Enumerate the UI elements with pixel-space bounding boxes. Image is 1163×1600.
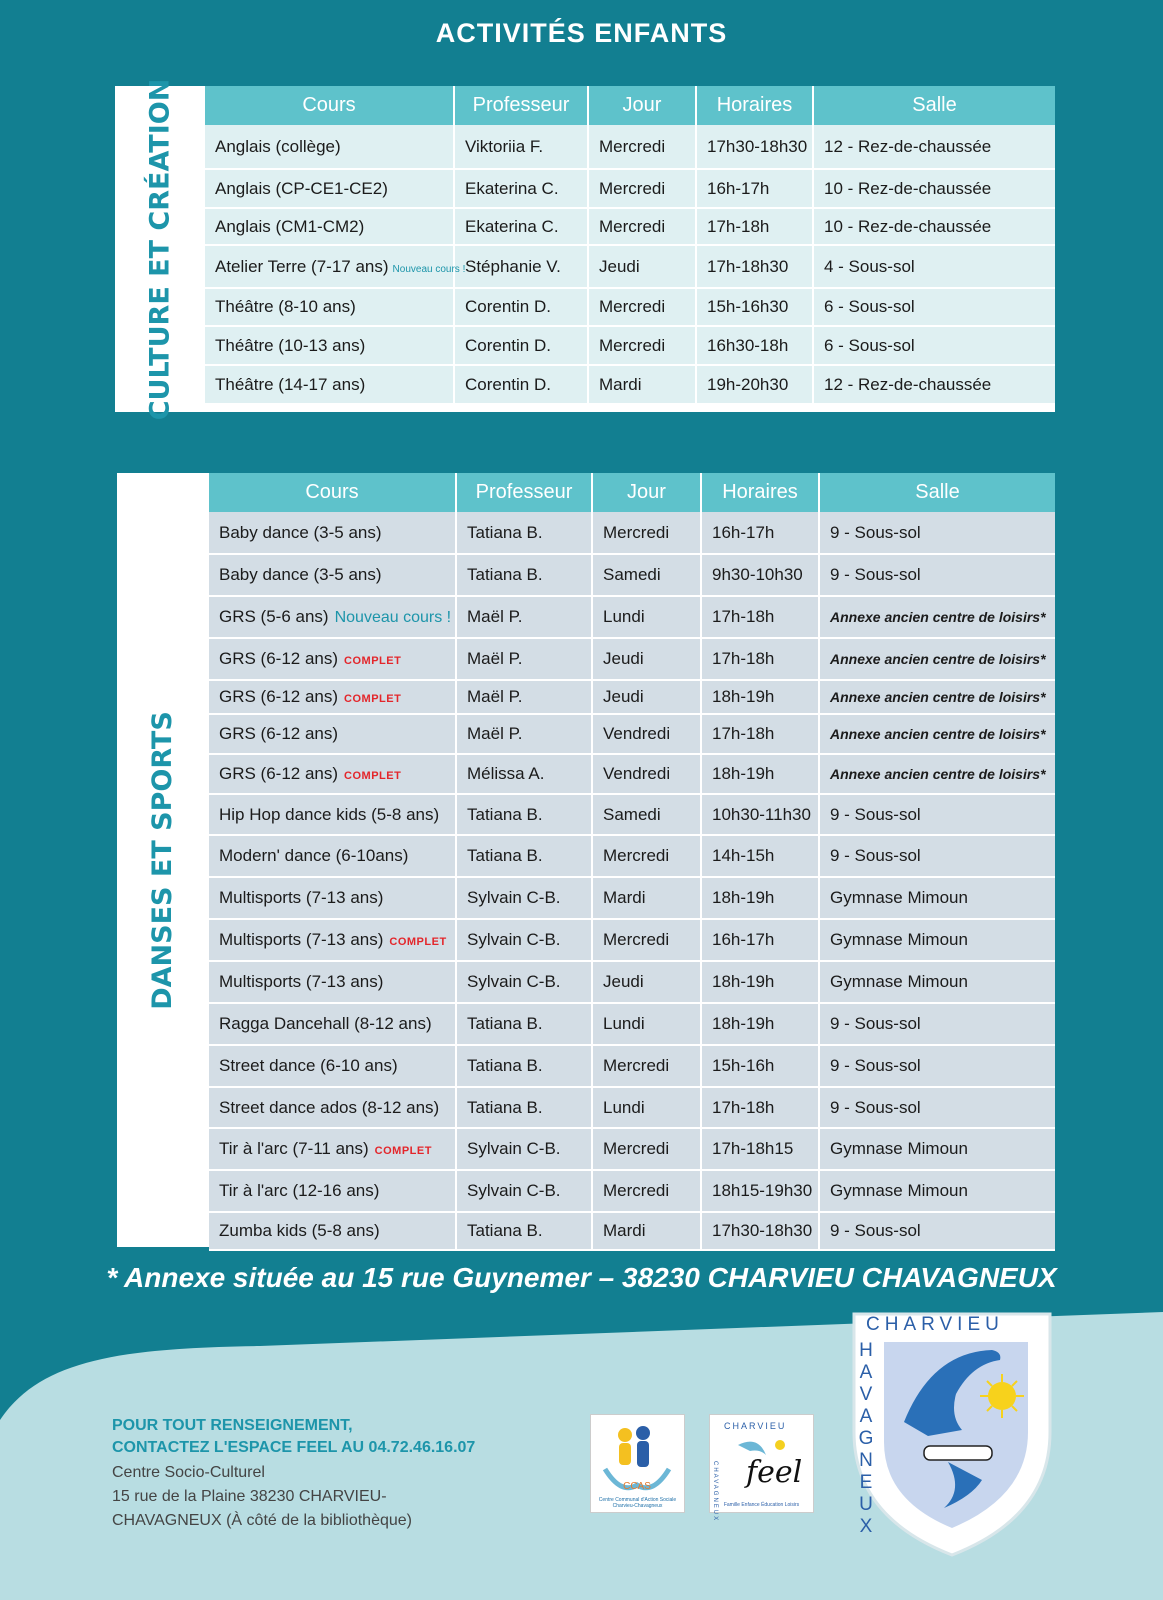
cell-horaires: 17h-18h	[701, 596, 819, 638]
contact-block	[112, 1415, 572, 1533]
feel-logo-word: feel	[746, 1455, 803, 1490]
cell-prof: Sylvain C-B.	[456, 961, 592, 1003]
cours-text: Baby dance (3-5 ans)	[219, 565, 382, 584]
crest-side-text: HAVAGNEUX	[858, 1340, 874, 1537]
table-row	[209, 512, 1055, 554]
cell-prof: Stéphanie V.	[454, 245, 588, 288]
cell-jour: Jeudi	[592, 638, 701, 680]
table-row	[209, 794, 1055, 835]
cell-salle: Gymnase Mimoun	[819, 961, 1055, 1003]
cell-jour: Mardi	[588, 365, 696, 404]
cell-horaires: 17h-18h15	[701, 1128, 819, 1170]
table-row	[209, 754, 1055, 794]
cell-prof: Corentin D.	[454, 326, 588, 365]
table-row	[209, 1212, 1055, 1250]
cell-cours	[209, 919, 456, 961]
cell-prof: Corentin D.	[454, 288, 588, 326]
cours-text: Hip Hop dance kids (5-8 ans)	[219, 804, 440, 824]
cell-cours	[209, 638, 456, 680]
cell-salle: Annexe ancien centre de loisirs*	[819, 754, 1055, 794]
culture-header-2: Jour	[588, 86, 696, 125]
table-row	[205, 365, 1055, 404]
new-course-badge: Nouveau cours !	[392, 263, 466, 275]
danses-header-3: Horaires	[701, 473, 819, 512]
cell-prof: Tatiana B.	[456, 1045, 592, 1087]
cell-salle: 10 - Rez-de-chaussée	[813, 208, 1055, 245]
danses-header-4: Salle	[819, 473, 1055, 512]
table-row	[209, 1170, 1055, 1212]
cours-text: GRS (6-12 ans)	[219, 687, 339, 706]
cell-salle: Gymnase Mimoun	[819, 877, 1055, 919]
cell-cours	[209, 714, 456, 754]
table-row	[205, 125, 1055, 169]
cours-text: Théâtre (14-17 ans)	[215, 374, 366, 394]
cell-salle: 9 - Sous-sol	[819, 512, 1055, 554]
page-title: ACTIVITÉS ENFANTS	[435, 18, 728, 48]
cell-jour: Mercredi	[588, 326, 696, 365]
cell-salle: 9 - Sous-sol	[819, 1087, 1055, 1128]
cell-horaires: 17h-18h	[701, 1087, 819, 1128]
cell-horaires: 17h-18h	[701, 714, 819, 754]
cell-horaires: 19h-20h30	[696, 365, 813, 404]
cours-text: GRS (6-12 ans)	[219, 649, 339, 668]
culture-header-0: Cours	[205, 86, 454, 125]
cours-text: GRS (6-12 ans)	[219, 724, 339, 743]
cell-prof: Ekaterina C.	[454, 208, 588, 245]
cell-prof: Maël P.	[456, 638, 592, 680]
cell-horaires: 18h-19h	[701, 961, 819, 1003]
ccas-letters: CCAS	[623, 1481, 651, 1492]
cell-jour: Mercredi	[588, 169, 696, 208]
cours-text: Théâtre (10-13 ans)	[215, 335, 366, 355]
new-course-badge: Nouveau cours !	[334, 609, 452, 626]
cours-text: Street dance (6-10 ans)	[219, 1056, 398, 1075]
danses-header-1: Professeur	[456, 473, 592, 512]
complet-badge: COMPLET	[389, 936, 447, 948]
city-crest-shield-icon	[852, 1312, 1052, 1557]
cours-text: Atelier Terre (7-17 ans)	[215, 256, 389, 276]
ccas-logo	[590, 1414, 685, 1513]
cours-text: GRS (6-12 ans)	[219, 764, 339, 783]
cell-cours	[209, 1212, 456, 1250]
cell-horaires: 18h-19h	[701, 680, 819, 714]
danses-section	[117, 473, 1055, 1247]
cours-text: Baby dance (3-5 ans)	[219, 522, 382, 542]
cours-text: Street dance ados (8-12 ans)	[219, 1097, 440, 1117]
cell-jour: Mercredi	[592, 1128, 701, 1170]
cell-prof: Tatiana B.	[456, 835, 592, 877]
table-row	[209, 714, 1055, 754]
cell-prof: Tatiana B.	[456, 794, 592, 835]
cell-cours	[209, 596, 456, 638]
cell-salle: 9 - Sous-sol	[819, 1212, 1055, 1250]
cell-horaires: 17h-18h	[701, 638, 819, 680]
cell-prof: Maël P.	[456, 714, 592, 754]
table-row	[209, 1003, 1055, 1045]
cours-text: Tir à l'arc (7-11 ans)	[219, 1139, 369, 1158]
feel-logo-side: CHAVAGNEUX	[712, 1461, 718, 1523]
table-row	[209, 835, 1055, 877]
cell-prof: Tatiana B.	[456, 1212, 592, 1250]
cell-prof: Corentin D.	[454, 365, 588, 404]
table-row	[209, 919, 1055, 961]
table-row	[205, 288, 1055, 326]
cell-horaires: 17h30-18h30	[696, 125, 813, 169]
cell-cours	[209, 1045, 456, 1087]
culture-section-label-box	[115, 78, 205, 420]
cell-prof: Tatiana B.	[456, 512, 592, 554]
cours-text: Zumba kids (5-8 ans)	[219, 1221, 380, 1240]
address-line-2: 15 rue de la Plaine 38230 CHARVIEU-	[112, 1488, 387, 1505]
danses-section-label: DANSES ET SPORTS	[146, 710, 178, 1010]
cell-horaires: 16h-17h	[696, 169, 813, 208]
cell-jour: Jeudi	[588, 245, 696, 288]
cell-salle: 9 - Sous-sol	[819, 554, 1055, 596]
cell-jour: Mercredi	[588, 125, 696, 169]
cours-text: Ragga Dancehall (8-12 ans)	[219, 1014, 432, 1033]
complet-badge: COMPLET	[344, 655, 402, 667]
table-row	[209, 1128, 1055, 1170]
culture-header-1: Professeur	[454, 86, 588, 125]
feel-caption: Famille Enfance Éducation Loisirs	[723, 1502, 800, 1508]
cell-horaires: 16h-17h	[701, 512, 819, 554]
cell-salle: 9 - Sous-sol	[819, 835, 1055, 877]
danses-header-0: Cours	[209, 473, 456, 512]
feel-logo	[709, 1414, 814, 1523]
annexe-note: * Annexe située au 15 rue Guynemer – 38230 CHARVIEU CHAVAGNEUX	[106, 1262, 1057, 1293]
cell-cours	[209, 1170, 456, 1212]
cell-horaires: 18h-19h	[701, 1003, 819, 1045]
cell-horaires: 17h30-18h30	[701, 1212, 819, 1250]
cell-cours	[209, 877, 456, 919]
cell-salle: 12 - Rez-de-chaussée	[813, 365, 1055, 404]
complet-badge: COMPLET	[344, 770, 402, 782]
culture-section	[115, 78, 1055, 420]
cours-text: Modern' dance (6-10ans)	[219, 846, 409, 865]
cell-prof: Sylvain C-B.	[456, 919, 592, 961]
cell-salle: Annexe ancien centre de loisirs*	[819, 596, 1055, 638]
cours-text: GRS (5-6 ans)	[219, 607, 329, 626]
cell-salle: 9 - Sous-sol	[819, 1003, 1055, 1045]
crest-top-text: CHARVIEU	[866, 1314, 1004, 1335]
cell-jour: Mercredi	[592, 1170, 701, 1212]
danses-table	[209, 473, 1055, 1251]
cours-text: Multisports (7-13 ans)	[219, 972, 384, 991]
cell-cours	[205, 288, 454, 326]
cell-salle: 6 - Sous-sol	[813, 288, 1055, 326]
cell-salle: Annexe ancien centre de loisirs*	[819, 680, 1055, 714]
cell-cours	[209, 554, 456, 596]
cell-salle: Annexe ancien centre de loisirs*	[819, 638, 1055, 680]
cell-horaires: 17h-18h	[696, 208, 813, 245]
cell-cours	[209, 1087, 456, 1128]
danses-header-2: Jour	[592, 473, 701, 512]
address-line-3: CHAVAGNEUX (À côté de la bibliothèque)	[112, 1512, 412, 1529]
cell-salle: Gymnase Mimoun	[819, 919, 1055, 961]
cell-jour: Samedi	[592, 794, 701, 835]
cell-jour: Mercredi	[592, 835, 701, 877]
cell-horaires: 16h-17h	[701, 919, 819, 961]
culture-table	[205, 86, 1055, 405]
cell-cours	[205, 245, 466, 288]
cell-prof: Ekaterina C.	[454, 169, 588, 208]
cell-horaires: 18h-19h	[701, 877, 819, 919]
table-row	[209, 877, 1055, 919]
complet-badge: COMPLET	[374, 1145, 432, 1157]
cell-horaires: 18h15-19h30	[701, 1170, 819, 1212]
cell-prof: Viktoriia F.	[454, 125, 588, 169]
cell-cours	[205, 326, 454, 365]
danses-section-label-box	[117, 473, 207, 1247]
table-row	[209, 596, 1055, 638]
cell-horaires: 15h-16h	[701, 1045, 819, 1087]
cell-cours	[209, 754, 456, 794]
cell-salle: Gymnase Mimoun	[819, 1170, 1055, 1212]
cours-text: Multisports (7-13 ans)	[219, 930, 384, 949]
cell-cours	[205, 365, 454, 404]
cell-horaires: 9h30-10h30	[701, 554, 819, 596]
cell-cours	[205, 208, 454, 245]
cell-horaires: 18h-19h	[701, 754, 819, 794]
cell-cours	[209, 1003, 456, 1045]
cell-prof: Sylvain C-B.	[456, 1170, 592, 1212]
cell-prof: Mélissa A.	[456, 754, 592, 794]
cell-jour: Lundi	[592, 1003, 701, 1045]
cours-text: Anglais (collège)	[215, 136, 341, 156]
culture-header-3: Horaires	[696, 86, 813, 125]
cell-cours	[209, 794, 456, 835]
table-row	[209, 1087, 1055, 1128]
cell-cours	[209, 835, 456, 877]
table-row	[209, 554, 1055, 596]
cell-prof: Sylvain C-B.	[456, 1128, 592, 1170]
feel-logo-top: CHARVIEU	[724, 1421, 787, 1431]
cell-jour: Jeudi	[592, 961, 701, 1003]
contact-line-1: POUR TOUT RENSEIGNEMENT,	[112, 1417, 353, 1434]
cours-text: Anglais (CP-CE1-CE2)	[215, 178, 388, 198]
contact-line-2: CONTACTEZ L'ESPACE FEEL AU 04.72.46.16.07	[112, 1439, 476, 1456]
cell-salle: 10 - Rez-de-chaussée	[813, 169, 1055, 208]
cell-salle: 4 - Sous-sol	[813, 245, 1055, 288]
city-crest	[852, 1312, 1052, 1557]
table-row	[209, 680, 1055, 714]
cell-jour: Mercredi	[592, 919, 701, 961]
cell-jour: Mardi	[592, 1212, 701, 1250]
cell-jour: Lundi	[592, 596, 701, 638]
cell-horaires: 17h-18h30	[696, 245, 813, 288]
cell-jour: Vendredi	[592, 754, 701, 794]
cell-cours	[209, 512, 456, 554]
cell-prof: Tatiana B.	[456, 1003, 592, 1045]
cell-cours	[205, 169, 454, 208]
cell-cours	[209, 680, 456, 714]
cell-jour: Mercredi	[588, 288, 696, 326]
table-row	[209, 961, 1055, 1003]
cours-text: Multisports (7-13 ans)	[219, 888, 384, 907]
ccas-caption: Centre Communal d'Action Sociale Charvieu-Chavagneux	[598, 1497, 677, 1509]
cell-prof: Sylvain C-B.	[456, 877, 592, 919]
cell-jour: Mercredi	[592, 512, 701, 554]
cell-jour: Vendredi	[592, 714, 701, 754]
cell-salle: 9 - Sous-sol	[819, 1045, 1055, 1087]
culture-section-label: CULTURE ET CRÉATION	[144, 78, 176, 420]
cell-salle: 12 - Rez-de-chaussée	[813, 125, 1055, 169]
cell-horaires: 10h30-11h30	[701, 794, 819, 835]
contact-address	[112, 1461, 572, 1533]
cell-jour: Mercredi	[592, 1045, 701, 1087]
table-row	[209, 1045, 1055, 1087]
cell-salle: Annexe ancien centre de loisirs*	[819, 714, 1055, 754]
table-row	[205, 169, 1055, 208]
cell-horaires: 14h-15h	[701, 835, 819, 877]
cell-horaires: 16h30-18h	[696, 326, 813, 365]
table-row	[205, 326, 1055, 365]
cell-cours	[209, 1128, 456, 1170]
culture-header-4: Salle	[813, 86, 1055, 125]
table-row	[209, 638, 1055, 680]
complet-badge: COMPLET	[344, 693, 402, 705]
cell-jour: Mardi	[592, 877, 701, 919]
cell-salle: 6 - Sous-sol	[813, 326, 1055, 365]
cours-text: Tir à l'arc (12-16 ans)	[219, 1181, 380, 1200]
cell-jour: Jeudi	[592, 680, 701, 714]
cell-prof: Tatiana B.	[456, 1087, 592, 1128]
cell-horaires: 15h-16h30	[696, 288, 813, 326]
cell-jour: Samedi	[592, 554, 701, 596]
cell-prof: Tatiana B.	[456, 554, 592, 596]
cell-cours	[209, 961, 456, 1003]
cours-text: Anglais (CM1-CM2)	[215, 216, 365, 236]
cell-prof: Maël P.	[456, 596, 592, 638]
address-line-1: Centre Socio-Culturel	[112, 1464, 265, 1481]
table-row	[205, 208, 1055, 245]
cours-text: Théâtre (8-10 ans)	[215, 297, 356, 316]
cell-jour: Lundi	[592, 1087, 701, 1128]
cell-cours	[205, 125, 454, 169]
cell-jour: Mercredi	[588, 208, 696, 245]
cell-salle: Gymnase Mimoun	[819, 1128, 1055, 1170]
cell-prof: Maël P.	[456, 680, 592, 714]
cell-salle: 9 - Sous-sol	[819, 794, 1055, 835]
table-row	[205, 245, 1055, 288]
